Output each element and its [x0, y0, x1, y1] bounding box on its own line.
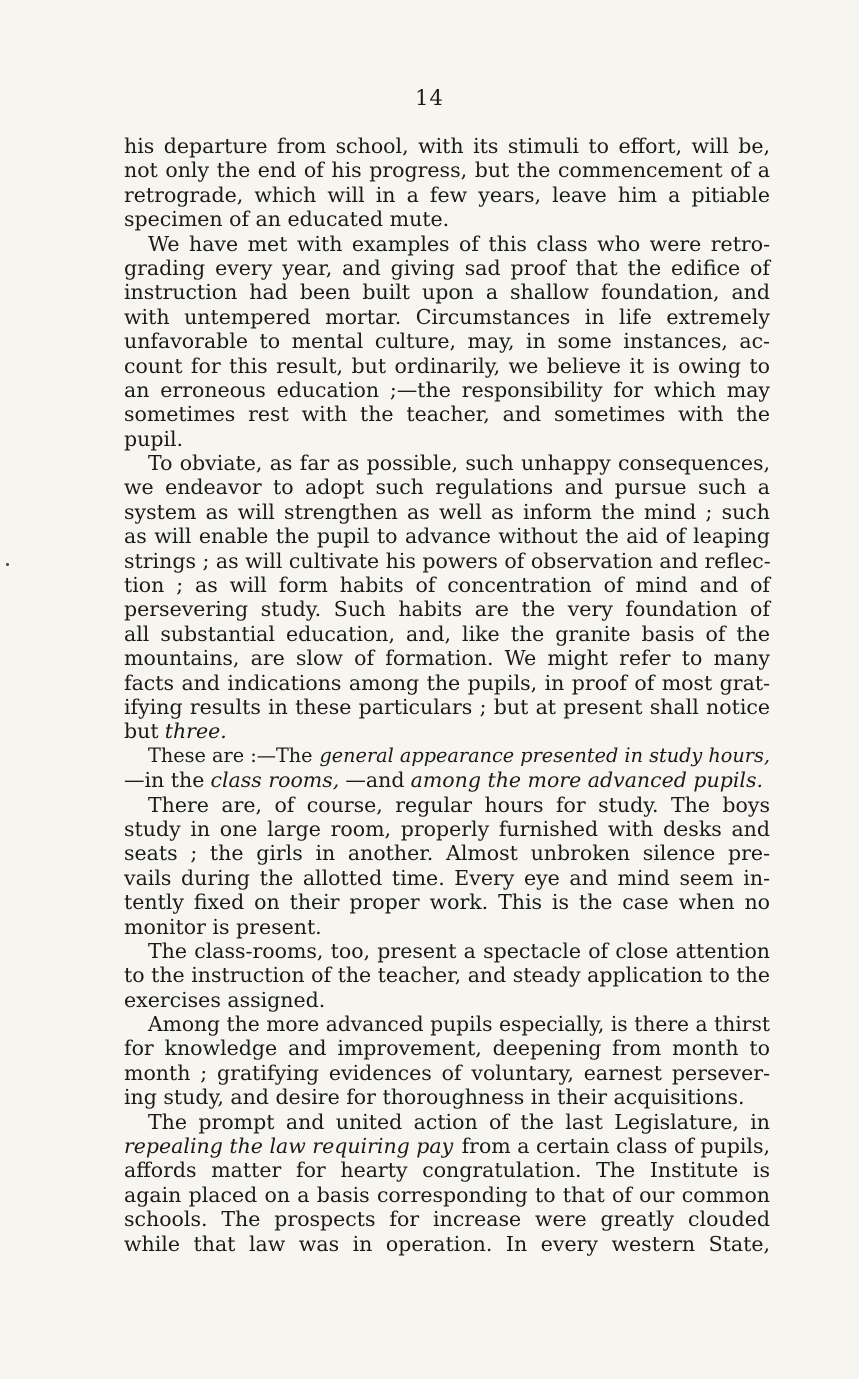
- text-segment: again placed on a basis corresponding to that of our common: [124, 1182, 770, 1207]
- body-text: [124, 134, 770, 1256]
- text-line: [124, 939, 770, 963]
- text-line: [124, 158, 770, 182]
- text-line: [124, 524, 770, 548]
- text-segment: for knowledge and improvement, deepening from month to: [124, 1036, 770, 1061]
- text-line: [124, 866, 770, 890]
- text-line: [124, 915, 770, 939]
- text-line: [124, 768, 770, 792]
- text-segment: monitor is present.: [124, 914, 322, 939]
- italic-text: repealing the law requiring pay: [124, 1134, 454, 1159]
- text-line: [124, 573, 770, 597]
- text-segment: mountains, are slow of formation. We might refer to many: [124, 646, 770, 671]
- text-segment: sometimes rest with the teacher, and sometimes with the: [124, 402, 770, 427]
- text-line: [124, 500, 770, 524]
- text-segment: not only the end of his progress, but the commencement of a: [124, 158, 770, 183]
- text-line: [124, 841, 770, 865]
- text-line: [124, 232, 770, 256]
- text-segment: his departure from school, with its stimuli to effort, will be,: [124, 134, 770, 158]
- text-segment: specimen of an educated mute.: [124, 207, 450, 232]
- text-segment: instruction had been built upon a shallow foundation, and: [124, 280, 770, 305]
- text-line: [124, 354, 770, 378]
- text-line: [124, 695, 770, 719]
- text-segment: persevering study. Such habits are the very foundation of: [124, 597, 770, 622]
- text-line: [124, 451, 770, 475]
- text-line: [124, 402, 770, 426]
- text-segment: These are :—The: [148, 743, 313, 767]
- text-segment: We have met with examples of this class who were retro-: [148, 231, 770, 256]
- text-segment: The prompt and united action of the last Legislature, in: [148, 1109, 770, 1134]
- text-line: [124, 890, 770, 914]
- text-line: [124, 207, 770, 231]
- text-segment: vails during the allotted time. Every eye and mind seem in-: [124, 865, 770, 890]
- text-segment: but: [124, 719, 159, 744]
- text-line: [124, 280, 770, 304]
- text-segment: seats ; the girls in another. Almost unbroken silence pre-: [124, 841, 770, 866]
- text-segment: grading every year, and giving sad proof that the edifice of: [124, 255, 770, 280]
- text-line: [124, 1158, 770, 1182]
- text-segment: —and: [345, 768, 405, 793]
- text-segment: tion ; as will form habits of concentration of mind and of: [124, 573, 770, 598]
- text-segment: facts and indications among the pupils, in proof of most grat-: [124, 670, 770, 695]
- text-segment: The class-rooms, too, present a spectacle of close attention: [148, 938, 770, 963]
- text-line: [124, 744, 770, 768]
- text-line: [124, 1134, 770, 1158]
- text-line: [124, 622, 770, 646]
- italic-text: class rooms,: [210, 768, 340, 793]
- text-segment: To obviate, as far as possible, such unhappy consequences,: [148, 451, 770, 476]
- text-line: [124, 378, 770, 402]
- text-line: [124, 1232, 770, 1256]
- text-line: [124, 427, 770, 451]
- text-segment: all substantial education, and, like the granite basis of the: [124, 621, 770, 646]
- text-segment: an erroneous education ;—the responsibility for which may: [124, 377, 770, 402]
- text-segment: we endeavor to adopt such regulations and pursue such a: [124, 475, 770, 500]
- text-line: [124, 1110, 770, 1134]
- text-segment: exercises assigned.: [124, 987, 326, 1012]
- page-number: 14: [415, 86, 444, 110]
- text-segment: unfavorable to mental culture, may, in some instances, ac-: [124, 329, 770, 354]
- text-segment: count for this result, but ordinarily, we believe it is owing to: [124, 353, 770, 378]
- text-line: [124, 1061, 770, 1085]
- text-segment: There are, of course, regular hours for study. The boys: [148, 792, 770, 817]
- text-line: [124, 475, 770, 499]
- margin-ink-mark: [6, 563, 9, 566]
- text-segment: while that law was in operation. In every western State,: [124, 1231, 770, 1256]
- text-segment: as will enable the pupil to advance without the aid of leaping: [124, 524, 770, 549]
- text-line: [124, 719, 770, 743]
- text-line: [124, 671, 770, 695]
- text-segment: to the instruction of the teacher, and steady application to the: [124, 963, 770, 988]
- italic-text: general appearance presented in study hours,: [319, 743, 770, 767]
- text-line: [124, 646, 770, 670]
- text-segment: ifying results in these particulars ; but at present shall notice: [124, 694, 770, 719]
- text-segment: Among the more advanced pupils especially, is there a thirst: [148, 1012, 770, 1037]
- text-segment: retrograde, which will in a few years, leave him a pitiable: [124, 182, 770, 207]
- text-line: [124, 597, 770, 621]
- text-line: [124, 183, 770, 207]
- text-segment: pupil.: [124, 426, 184, 451]
- italic-text: three.: [164, 719, 227, 744]
- italic-text: among the more advanced pupils.: [410, 768, 763, 793]
- text-line: [124, 305, 770, 329]
- text-line: [124, 329, 770, 353]
- text-segment: ing study, and desire for thoroughness in their acquisitions.: [124, 1085, 745, 1110]
- text-segment: tently fixed on their proper work. This is the case when no: [124, 890, 770, 915]
- text-line: [124, 1183, 770, 1207]
- text-line: [124, 1012, 770, 1036]
- text-line: [124, 134, 770, 158]
- text-segment: system as will strengthen as well as inform the mind ; such: [124, 499, 770, 524]
- text-segment: with untempered mortar. Circumstances in life extremely: [124, 304, 770, 329]
- text-segment: from a certain class of pupils,: [461, 1134, 770, 1159]
- text-line: [124, 549, 770, 573]
- text-line: [124, 988, 770, 1012]
- text-line: [124, 793, 770, 817]
- text-segment: strings ; as will cultivate his powers of observation and reflec-: [124, 548, 771, 573]
- text-segment: schools. The prospects for increase were greatly clouded: [124, 1207, 770, 1232]
- text-segment: study in one large room, properly furnished with desks and: [124, 816, 770, 841]
- text-segment: affords matter for hearty congratulation. The Institute is: [124, 1158, 770, 1183]
- text-segment: —in the: [124, 768, 205, 793]
- text-line: [124, 1036, 770, 1060]
- text-line: [124, 1207, 770, 1231]
- text-line: [124, 1085, 770, 1109]
- text-line: [124, 963, 770, 987]
- text-segment: month ; gratifying evidences of voluntary, earnest persever-: [124, 1060, 770, 1085]
- text-line: [124, 256, 770, 280]
- text-line: [124, 817, 770, 841]
